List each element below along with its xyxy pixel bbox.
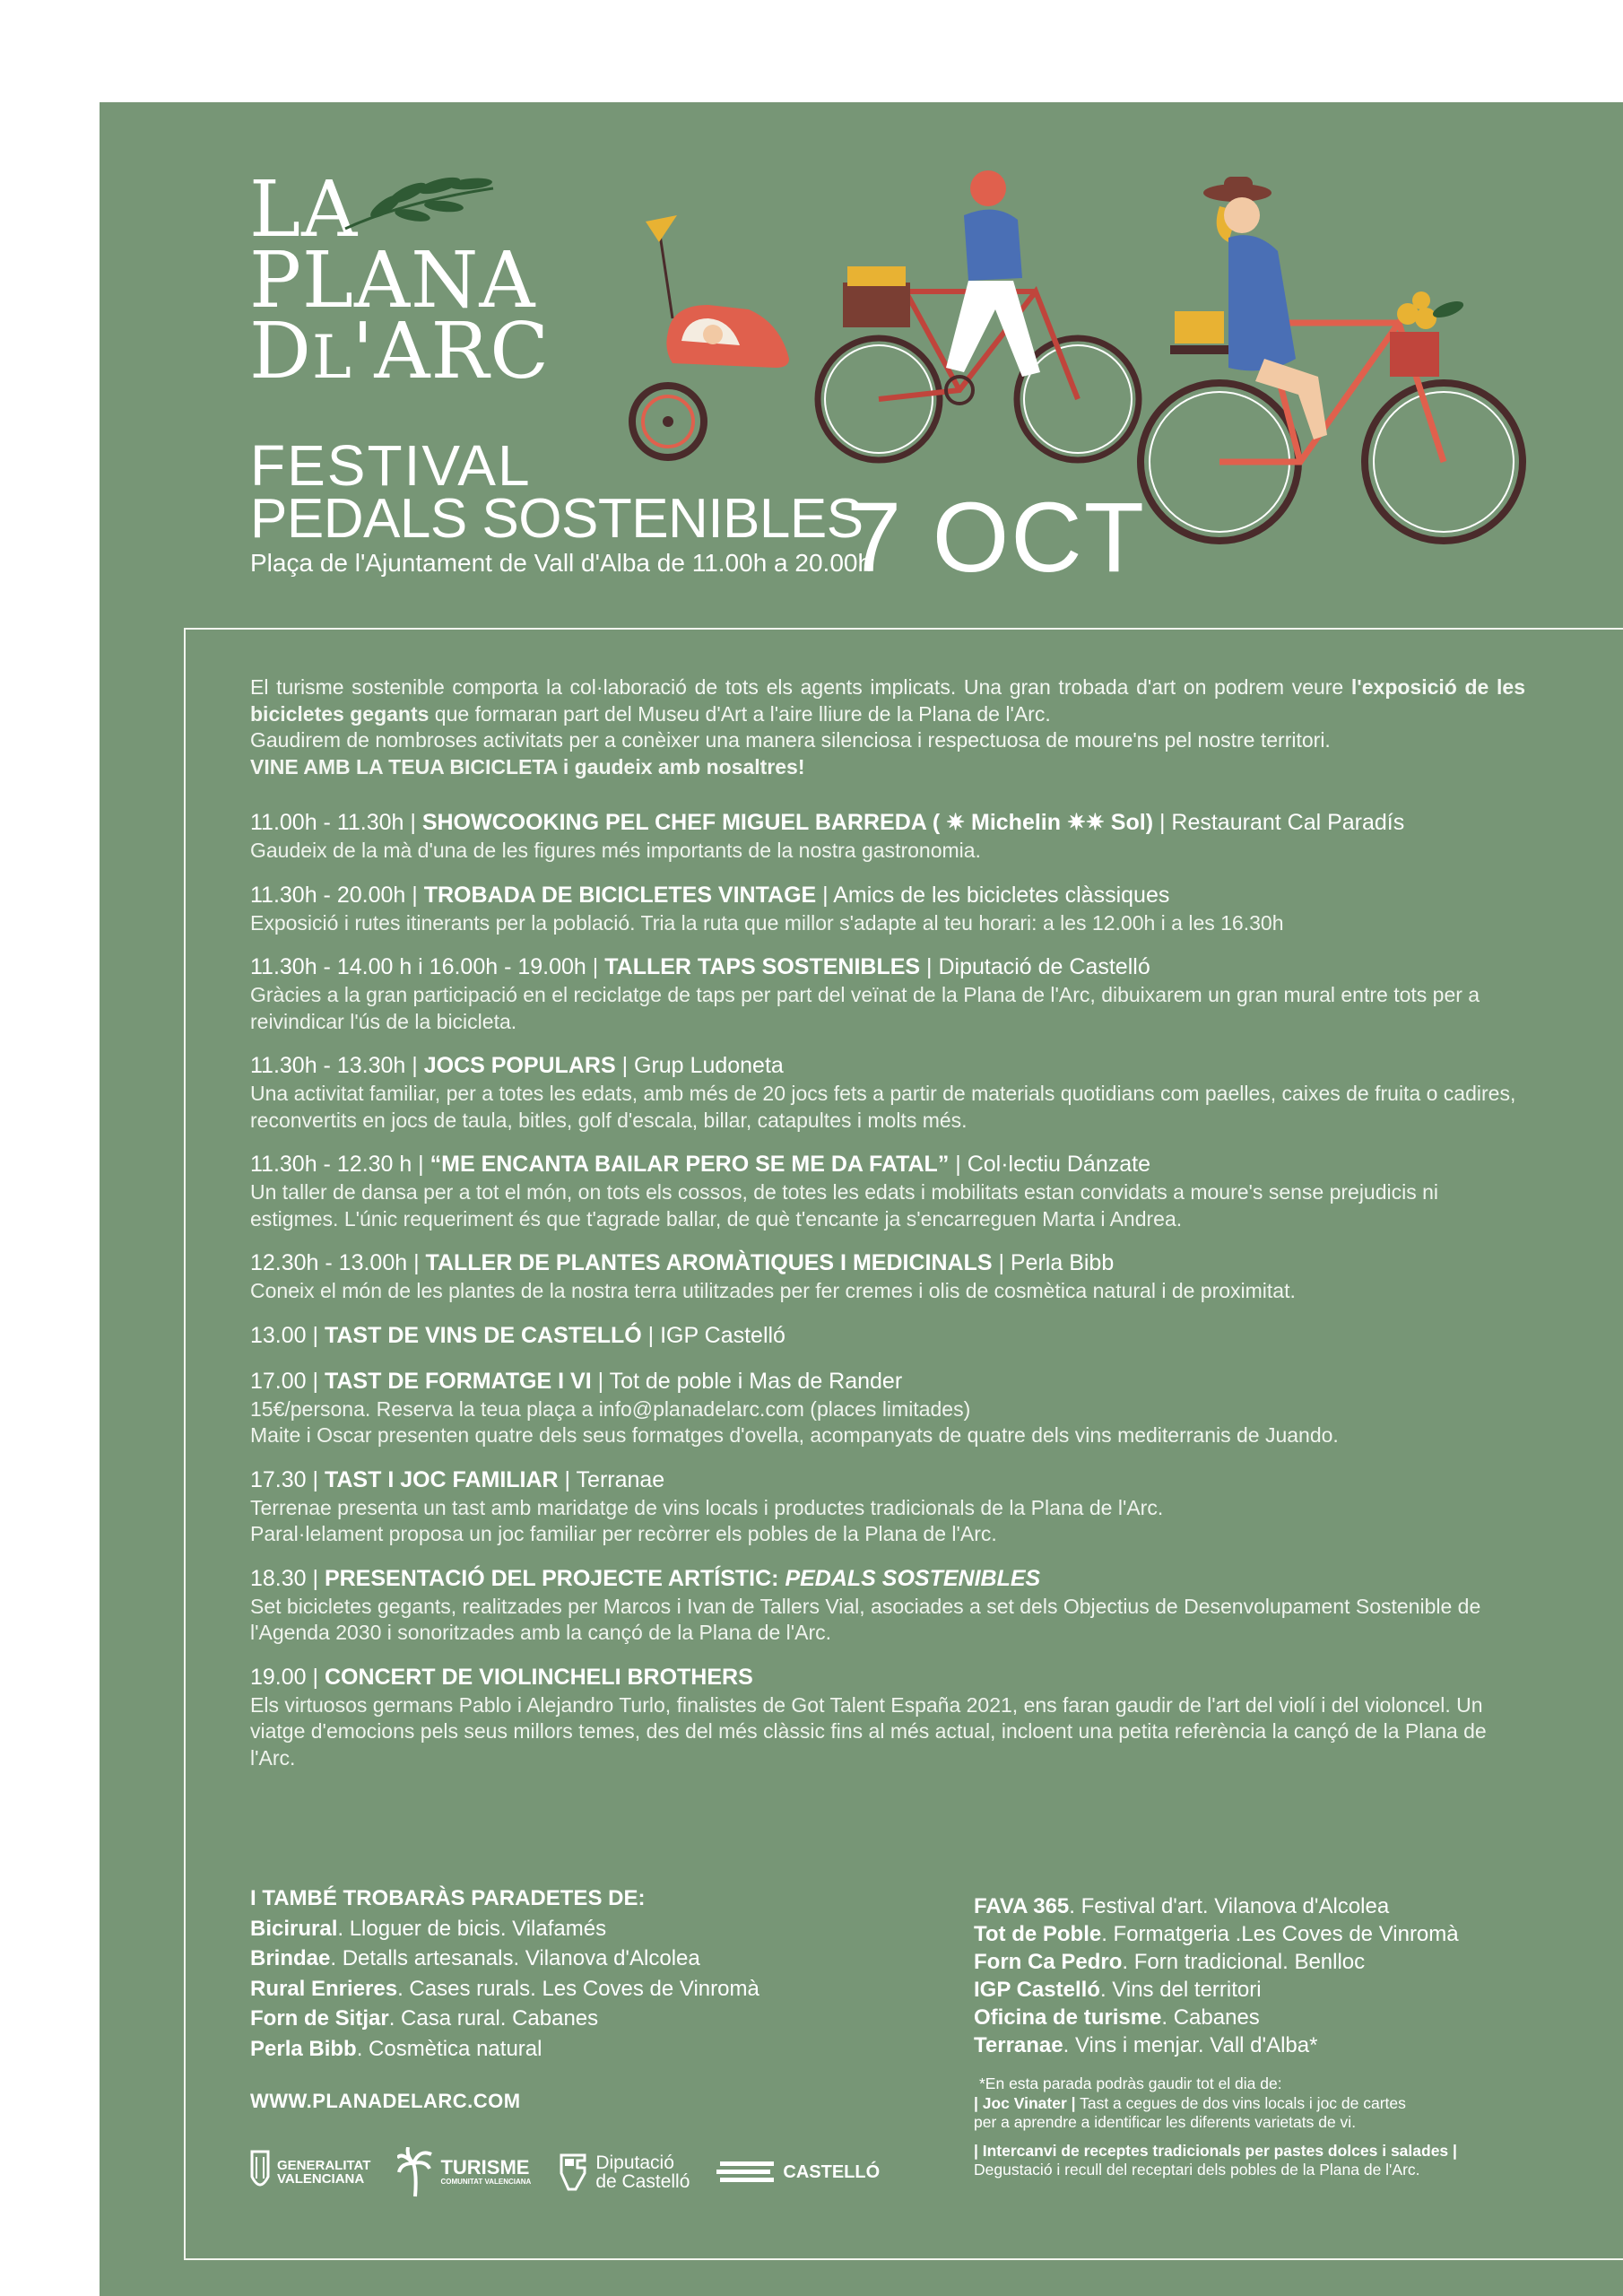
stall-item — [974, 1948, 1530, 1976]
event-time: 11.00h - 11.30h | — [250, 810, 422, 835]
event-host: | Perla Bibb — [992, 1250, 1115, 1275]
intro-call-to-action: VINE AMB LA TEUA BICICLETA i gaudeix amb nosaltres! — [250, 754, 805, 778]
event-title: TAST I JOC FAMILIAR — [324, 1466, 559, 1492]
intro-highlight: l'exposició de les bicicletes gegants — [250, 675, 1525, 726]
event-description: Paral·lelament proposa un joc familiar per recòrrer els pobles de la Plana de l'Arc. — [250, 1522, 997, 1545]
stall-item — [974, 1920, 1530, 1948]
event-description: Set bicicletes gegants, realitzades per Marcos i Ivan de Tallers Vial, asociades a set dels Objectius de Desenvolupament Sostenible de l'Agenda 2030 i sonoritzades amb la cançó de la Plana de l'Arc. — [250, 1594, 1481, 1644]
stall-item — [974, 1976, 1530, 2004]
diputacio-emblem-icon — [558, 2152, 588, 2193]
event-description: Gaudeix de la mà d'una de les figures més importants de la nostra gastronomia. — [250, 839, 981, 862]
intro-text-2: que formaran part del Museu d'Art a l'aire lliure de la Plana de l'Arc. — [429, 701, 1051, 726]
intro-text-3: Gaudirem de nombroses activitats per a conèixer una manera silenciosa i respectuosa de moure'ns pel nostre territori. — [250, 728, 1331, 752]
stall-item — [250, 2004, 878, 2034]
stall-name: Tot de Poble — [974, 1922, 1102, 1946]
event-heading — [250, 881, 1525, 910]
event-title: TAST DE VINS DE CASTELLÓ — [324, 1322, 642, 1348]
event-time: 18.30 | — [250, 1565, 325, 1591]
event-heading — [250, 1248, 1525, 1278]
stall-item — [250, 1974, 878, 2005]
note-2-text: Degustació i recull del receptari dels pobles de la Plana de l'Arc. — [974, 2161, 1420, 2179]
event-time: 13.00 | — [250, 1322, 325, 1348]
event-description: 15€/persona. Reserva la teua plaça a info@planadelarc.com (places limitades) — [250, 1396, 971, 1421]
event-item — [250, 1367, 1525, 1449]
event-host: | Diputació de Castelló — [920, 954, 1150, 979]
event-item — [250, 1051, 1525, 1134]
programme-content — [250, 674, 1525, 1787]
festival-place-time: Plaça de l'Ajuntament de Vall d'Alba de 11.00h a 20.00h — [250, 549, 872, 577]
event-list — [250, 808, 1525, 1771]
stall-item — [974, 1892, 1530, 1920]
stall-info: . Lloguer de bicis. Vilafamés — [337, 1916, 607, 1941]
stall-item — [250, 1944, 878, 1974]
stall-name: Forn de Sitjar — [250, 2006, 389, 2031]
olive-branch-icon — [341, 166, 502, 238]
gv-shield-icon — [250, 2150, 270, 2195]
event-title: JOCS POPULARS — [423, 1053, 616, 1078]
event-time: 11.30h - 20.00h | — [250, 882, 424, 908]
stall-info: . Vins i menjar. Vall d'Alba* — [1063, 2033, 1318, 2057]
festival-date: 7 OCT — [846, 483, 1146, 593]
event-item — [250, 1564, 1525, 1647]
event-description: Gràcies a la gran participació en el reciclatge de taps per part del veïnat de la Plana de l'Arc, dibuixarem un gran mural entre tots per a reivindicar l'ús de la bicicleta. — [250, 983, 1480, 1033]
note-1-line-2: per a aprendre a identificar les diferents varietats de vi. — [974, 2113, 1357, 2131]
stalls-list-right — [974, 1892, 1530, 2059]
intro-paragraph — [250, 674, 1525, 780]
event-time: 11.30h - 12.30 h | — [250, 1152, 430, 1177]
gv-text-1: GENERALITAT — [277, 2158, 371, 2173]
festival-word: FESTIVAL — [250, 433, 532, 498]
logo-line-3: DL'ARC — [249, 307, 551, 397]
event-title: TROBADA DE BICICLETES VINTAGE — [423, 882, 817, 908]
stall-name: Brindae — [250, 1946, 331, 1970]
stall-info: . Casa rural. Cabanes — [388, 2006, 599, 2031]
event-host: | IGP Castelló — [641, 1322, 785, 1348]
stall-name: Perla Bibb — [250, 2036, 357, 2061]
event-item — [250, 1465, 1525, 1548]
stall-info: . Forn tradicional. Benlloc — [1122, 1950, 1366, 1974]
event-time: 12.30h - 13.00h | — [250, 1250, 426, 1275]
stall-item — [250, 1914, 878, 1944]
event-heading — [250, 808, 1525, 838]
event-title: TAST DE FORMATGE I VI — [324, 1368, 592, 1394]
stall-info: . Vins del territori — [1099, 1978, 1262, 2002]
stall-info: . Cabanes — [1161, 2005, 1260, 2030]
stall-info: . Formatgeria .Les Coves de Vinromà — [1101, 1922, 1459, 1946]
event-title: TALLER DE PLANTES AROMÀTIQUES I MEDICINALS — [425, 1250, 993, 1275]
stall-name: Oficina de turisme — [974, 2005, 1162, 2030]
event-time: 11.30h - 14.00 h i 16.00h - 19.00h | — [250, 954, 605, 979]
diputacio-castello-logo — [558, 2152, 690, 2193]
event-item — [250, 1663, 1525, 1772]
event-time: 17.30 | — [250, 1466, 325, 1492]
event-host: | Tot de poble i Mas de Rander — [591, 1368, 903, 1394]
website-link[interactable]: WWW.PLANADELARC.COM — [250, 2090, 521, 2112]
event-host: | Grup Ludoneta — [615, 1053, 784, 1078]
gv-text-2: VALENCIANA — [277, 2171, 365, 2187]
event-time: 19.00 | — [250, 1664, 325, 1690]
event-title: “ME ENCANTA BAILAR PERO SE ME DA FATAL” — [430, 1152, 950, 1177]
event-title: SHOWCOOKING PEL CHEF MIGUEL BARREDA ( ✷ Michelin ✷✷ Sol) — [421, 810, 1154, 835]
stall-name: FAVA 365 — [974, 1894, 1070, 1918]
event-item — [250, 808, 1525, 865]
stalls-left-items — [250, 1914, 878, 2065]
note-2-title: | Intercanvi de receptes tradicionals per pastes dolces i salades | — [974, 2141, 1457, 2160]
event-heading — [250, 952, 1525, 982]
stall-info: . Cosmètica natural — [356, 2036, 542, 2061]
event-host: | Terranae — [558, 1466, 665, 1492]
event-description: Els virtuosos germans Pablo i Alejandro Turlo, finalistes de Got Talent España 2021, ens faran gaudir de l'art del violí i del violoncel. Un viatge d'emocions pels seus millors temes, des del més clàssic fins al més actual, incloent una petita referència la cançó de la Plana de l'Arc. — [250, 1692, 1487, 1770]
note-1-title: | Joc Vinater | — [974, 2093, 1076, 2112]
event-heading — [250, 1051, 1525, 1081]
event-title: PRESENTACIÓ DEL PROJECTE ARTÍSTIC: — [324, 1565, 785, 1591]
event-heading — [250, 1465, 1525, 1495]
event-host: | Amics de les bicicletes clàssiques — [816, 882, 1170, 908]
stall-info: . Cases rurals. Les Coves de Vinromà — [397, 1976, 759, 2001]
event-title: CONCERT DE VIOLINCHELI BROTHERS — [324, 1664, 753, 1690]
stall-name: Bicirural — [250, 1916, 338, 1941]
stall-name: Rural Enrieres — [250, 1976, 398, 2001]
event-heading — [250, 1564, 1525, 1594]
event-description: Terrenae presenta un tast amb maridatge de vins locals i productes tradicionals de la Plana de l'Arc. — [250, 1495, 1164, 1519]
event-heading — [250, 1663, 1525, 1692]
event-description: Maite i Oscar presenten quatre dels seus formatges d'ovella, acompanyats de quatre dels vins mediterranis de Juando. — [250, 1423, 1339, 1447]
stall-name: IGP Castelló — [974, 1978, 1100, 2002]
palm-tree-icon — [397, 2147, 433, 2197]
event-time: 17.00 | — [250, 1368, 325, 1394]
castello-stripes-icon — [716, 2159, 776, 2186]
event-item — [250, 1150, 1525, 1232]
stalls-heading: I TAMBÉ TROBARÀS PARADETES DE: — [250, 1886, 646, 1910]
diputacio-text-2: de Castelló — [595, 2171, 690, 2192]
event-description: Exposició i rutes itinerants per la població. Tria la ruta que millor s'adapte al teu horari: a les 12.00h i a les 16.30h — [250, 910, 1284, 935]
festival-name: PEDALS SOSTENIBLES — [250, 488, 864, 550]
sponsor-logos — [250, 2145, 880, 2199]
event-host: | Col·lectiu Dánzate — [949, 1152, 1150, 1177]
event-time: 11.30h - 13.30h | — [250, 1053, 424, 1078]
event-description: Una activitat familiar, per a totes les edats, amb més de 20 jocs fets a partir de materials quotidians com paelles, caixes de fruita o cadires, reconvertits en jocs de taula, bitles, golf d'escala, billar, catapultes i molts més. — [250, 1082, 1516, 1132]
bicycle-rider-2-icon — [1141, 177, 1523, 541]
stall-info: . Festival d'art. Vilanova d'Alcolea — [1069, 1894, 1390, 1918]
stall-notes — [974, 2074, 1548, 2180]
castello-text: CASTELLÓ — [783, 2162, 881, 2182]
logo-line-2: PLANA — [249, 236, 536, 326]
note-1-heading: *En esta parada podràs gaudir tot el dia de: — [979, 2074, 1282, 2092]
event-title: TALLER TAPS SOSTENIBLES — [604, 954, 921, 979]
event-item — [250, 1321, 1525, 1351]
bike-trailer-icon — [632, 215, 789, 457]
stall-item — [974, 2031, 1530, 2059]
event-item — [250, 1248, 1525, 1305]
event-item — [250, 952, 1525, 1035]
castello-logo — [716, 2159, 880, 2186]
note-1-text-a: Tast a cegues de dos vins locals i joc de cartes — [1075, 2093, 1406, 2112]
stall-name: Forn Ca Pedro — [974, 1950, 1123, 1974]
event-title-italic: PEDALS SOSTENIBLES — [785, 1565, 1041, 1591]
diputacio-text-1: Diputació — [595, 2152, 674, 2173]
event-heading — [250, 1150, 1525, 1179]
stall-item — [974, 2004, 1530, 2031]
stall-item — [250, 2034, 878, 2065]
event-host: | Restaurant Cal Paradís — [1153, 810, 1405, 835]
note-1-line-1 — [974, 2094, 1548, 2114]
event-description: Un taller de dansa per a tot el món, on tots els cossos, de totes les edats i mobilitats estan convidats a moure's sense prejudicis ni estigmes. L'únic requeriment és que t'agrade ballar, de què t'encante ja s'encarreguen Marta i Andrea. — [250, 1180, 1439, 1231]
event-heading — [250, 1367, 1525, 1396]
intro-text-1: El turisme sostenible comporta la col·laboració de tots els agents implicats. Una gran trobada d'art on podrem veure — [250, 675, 1351, 699]
turisme-logo — [397, 2147, 531, 2197]
stall-name: Terranae — [974, 2033, 1063, 2057]
generalitat-valenciana-logo — [250, 2150, 370, 2195]
stall-info: . Detalls artesanals. Vilanova d'Alcolea — [330, 1946, 700, 1970]
stalls-list-left — [250, 1883, 878, 2064]
logo-line-1: LA — [249, 165, 359, 255]
event-item — [250, 881, 1525, 937]
event-heading — [250, 1321, 1525, 1351]
turisme-text: TURISME — [440, 2156, 530, 2179]
event-description: Coneix el món de les plantes de la nostra terra utilitzades per fer cremes i olis de cosmètica natural i de proximitat. — [250, 1279, 1296, 1302]
bicycle-rider-1-icon — [818, 170, 1139, 460]
turisme-subtext: COMUNITAT VALENCIANA — [440, 2178, 532, 2186]
